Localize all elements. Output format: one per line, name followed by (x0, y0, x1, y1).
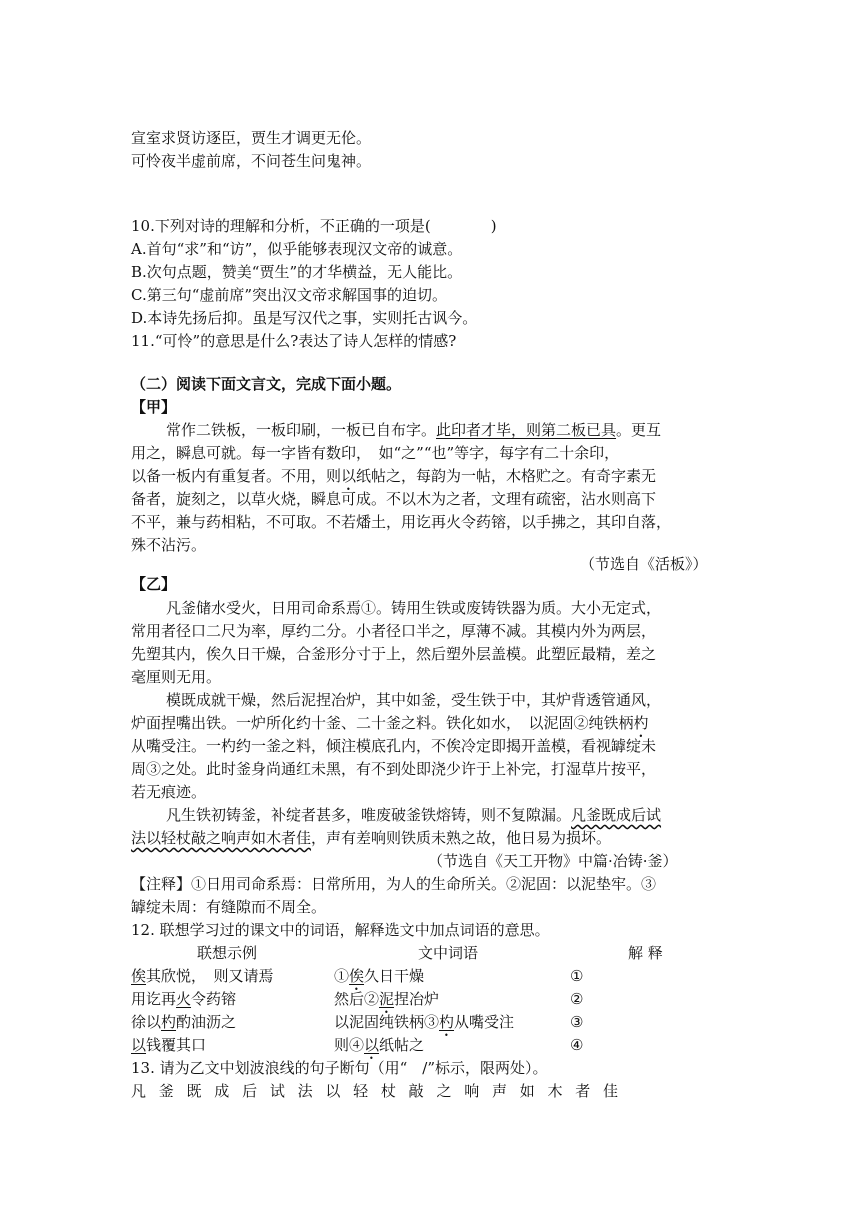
q11-stem: 11.“可怜”的意思是什么?表达了诗人怎样的情感? (131, 332, 457, 350)
jia-source: （节选自《活板》） (580, 555, 708, 573)
q12-stem: 12. 联想学习过的课文中的词语，解释选文中加点词语的意思。 (131, 921, 550, 939)
underlined-word: 火 (176, 990, 192, 1008)
wavy-underlined-sentence: 凡釜既成后试 (571, 806, 662, 824)
q12-header-word: 文中词语 (418, 944, 479, 962)
q13-stem: 13. 请为乙文中划波浪线的句子断句（用“ /”标示，限两处）。 (131, 1059, 548, 1077)
dotted-word: 杓 (439, 1013, 455, 1031)
text: 然后② (334, 990, 380, 1008)
jia-line-2: 用之，瞬息可就。每一字皆有数印， 如“之”“也”等字，每字有二十余印， (131, 444, 620, 462)
text: 捏冶炉 (394, 990, 440, 1008)
notes-line-2: 罅绽未周：有缝隙而不周全。 (131, 898, 327, 916)
text: 徐以 (131, 1013, 162, 1031)
dotted-word: 杓 (633, 714, 649, 732)
q10-option-c: C.第三句“虚前席”突出汉文帝求解国事的迫切。 (131, 286, 448, 304)
jia-text: 以备一板内有重复者。不用，则 (131, 467, 342, 485)
yi-p2-line-5: 若无痕迹。 (131, 783, 207, 801)
text: 钱覆其口 (146, 1036, 207, 1054)
q10-stem: 10.下列对诗的理解和分析，不正确的一项是( ) (131, 217, 497, 235)
text: 其欣悦， 则又请焉 (146, 967, 274, 985)
q13-sentence[interactable]: 凡 釜 既 成 后 试 法 以 轻 杖 敲 之 响 声 如 木 者 佳 (131, 1082, 623, 1100)
yi-text: 炉面捏嘴出铁。一炉所化约十釜、二十釜之料。铁化如水， 以泥固②纯铁柄 (131, 714, 634, 732)
yi-p2-line-1: 模既成就干燥，然后泥捏冶炉，其中如釜，受生铁于中，其炉背透管通风， (166, 691, 662, 709)
q12-example-3 (131, 1011, 236, 1033)
jia-label: 【甲】 (131, 398, 177, 416)
underlined-sentence: 此印者才毕，则第二板已具 (436, 421, 617, 439)
yi-p3-line-1 (166, 804, 661, 826)
notes-line-1: 【注释】①日用司命系焉：日常所用，为人的生命所关。②泥固：以泥垫牢。③ (131, 875, 657, 893)
yi-source: （节选自《天工开物》中篇·冶铸·釜） (428, 852, 678, 870)
text: 用讫再 (131, 990, 177, 1008)
jia-line-4: 备者，旋刻之，以草火烧，瞬息可成。不以木为之者，文理有疏密，沾水则高下 (131, 490, 657, 508)
poem-line-4: 可怜夜半虚前席，不问苍生问鬼神。 (131, 152, 372, 170)
text: 纸帖之 (379, 1036, 425, 1054)
q12-example-1 (131, 965, 274, 987)
jia-text: 常作二铁板，一板印刷，一板已自布字。 (166, 421, 437, 439)
text: ① (334, 967, 350, 985)
q10-option-b: B.次句点题，赞美“贾生”的才华横益，无人能比。 (131, 263, 463, 281)
jia-text: 纸帖之，每韵为一帖，木格贮之。有奇字素无 (356, 467, 657, 485)
q10-option-a: A.首句“求”和“访”，似乎能够表现汉文帝的诚意。 (131, 240, 463, 258)
yi-p1-line-1: 凡釜储水受火，日用司命系焉①。铸用生铁或废铸铁器为质。大小无定式， (166, 599, 662, 617)
underlined-word: 俟 (131, 967, 147, 985)
q12-answer-1[interactable]: ① (570, 967, 584, 985)
dotted-word: 以 (341, 467, 357, 485)
yi-p1-line-4: 毫厘则无用。 (131, 668, 222, 686)
jia-line-1 (166, 419, 661, 441)
yi-p1-line-2: 常用者径口二尺为率，厚约二分。小者径口半之，厚薄不减。其模内外为两层， (131, 622, 657, 640)
wavy-underlined-sentence: 法以轻杖敲之响声如木者佳 (131, 829, 312, 847)
text: 令药镕 (191, 990, 237, 1008)
yi-p1-line-3: 先塑其内，俟久日干燥，合釜形分寸于上，然后塑外层盖模。此塑匠最精，差之 (131, 645, 657, 663)
text: 则④ (334, 1036, 365, 1054)
dotted-word: 以 (364, 1036, 380, 1054)
q12-answer-3[interactable]: ③ (570, 1013, 584, 1031)
section-title: （二）阅读下面文言文，完成下面小题。 (131, 375, 402, 393)
yi-p3-line-2 (131, 827, 611, 849)
text: 久日干燥 (364, 967, 425, 985)
q12-answer-2[interactable]: ② (570, 990, 584, 1008)
yi-text: ，声有差响则铁质未熟之故，他日易为损坏。 (311, 829, 612, 847)
jia-line-6: 殊不沾污。 (131, 536, 207, 554)
jia-line-5: 不平，兼与药相粘，不可取。不若燔土，用讫再火令药镕，以手拂之，其印自落， (131, 513, 672, 531)
yi-p2-line-3: 从嘴受注。一杓约一釜之料，倾注模底孔内，不俟冷定即揭开盖模，看视罅绽未 (131, 737, 657, 755)
yi-text: 凡生铁初铸釜，补绽者甚多，唯废破釜铁熔铸，则不复隙漏。 (166, 806, 572, 824)
underlined-word: 杓 (161, 1013, 177, 1031)
q12-example-4 (131, 1034, 206, 1056)
jia-text: 。更互 (616, 421, 662, 439)
yi-label: 【乙】 (131, 575, 177, 593)
text: 以泥固纯铁柄③ (334, 1013, 440, 1031)
dotted-word: 俟 (349, 967, 365, 985)
q12-header-example: 联想示例 (197, 944, 258, 962)
q12-header-answer: 解 释 (628, 944, 663, 962)
underlined-word: 以 (131, 1036, 147, 1054)
text: 酌油沥之 (176, 1013, 237, 1031)
q12-example-2 (131, 988, 236, 1010)
q10-option-d: D.本诗先扬后抑。虽是写汉代之事，实则托古讽今。 (131, 309, 478, 327)
dotted-word: 泥 (379, 990, 395, 1008)
poem-line-3: 宣室求贤访逐臣，贾生才调更无伦。 (131, 129, 372, 147)
text: 从嘴受注 (454, 1013, 515, 1031)
q12-answer-4[interactable]: ④ (570, 1036, 584, 1054)
yi-p2-line-4: 周③之处。此时釜身尚通红未黑，有不到处即浇少许于上补完，打湿草片按平， (131, 760, 657, 778)
